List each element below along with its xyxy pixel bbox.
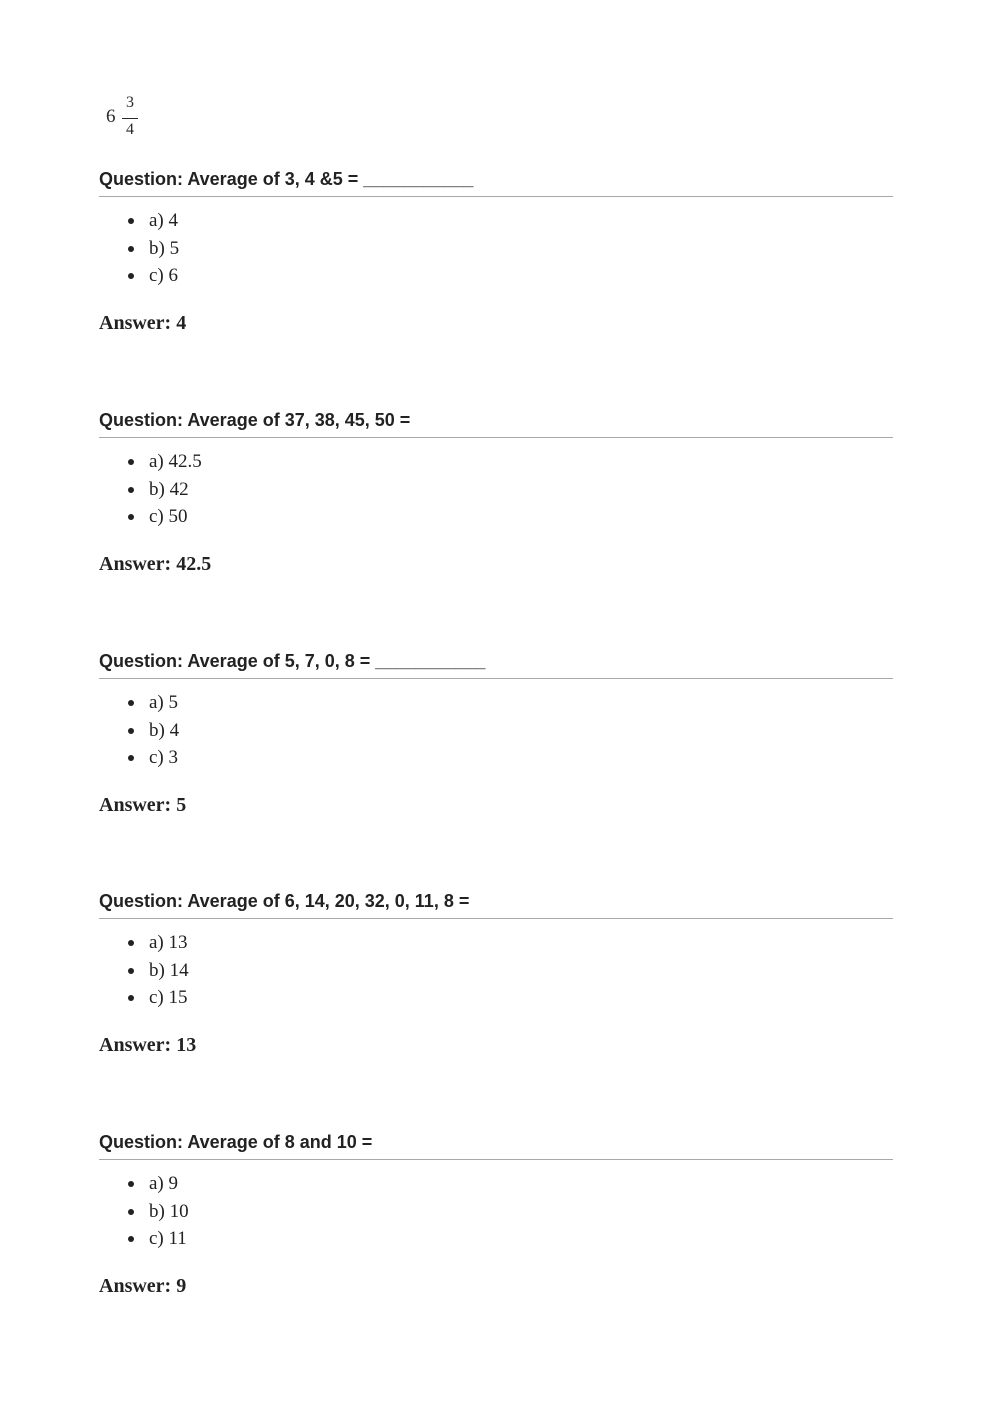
bullet-icon	[128, 755, 134, 761]
option-label: a) 9	[149, 1173, 179, 1194]
options-list	[99, 929, 893, 1012]
option-item	[127, 503, 893, 531]
option-item	[127, 744, 893, 772]
option-label: a) 4	[149, 210, 179, 231]
question-block	[99, 890, 893, 1057]
option-item	[127, 262, 893, 290]
bullet-icon	[128, 1236, 134, 1242]
answer-text: Answer: 4	[99, 311, 187, 334]
option-item	[127, 929, 893, 957]
answer-text: Answer: 5	[99, 793, 187, 816]
option-item	[127, 1225, 893, 1253]
bullet-icon	[128, 218, 134, 224]
option-item	[127, 235, 893, 263]
option-label: c) 11	[149, 1228, 187, 1249]
bullet-icon	[128, 995, 134, 1001]
option-item	[127, 984, 893, 1012]
fraction-whole: 6	[106, 106, 116, 127]
option-label: b) 5	[149, 237, 180, 259]
bullet-icon	[128, 968, 134, 974]
fraction-bar	[122, 118, 138, 119]
option-label: a) 13	[149, 932, 188, 953]
bullet-icon	[128, 1209, 134, 1215]
fraction-numerator: 3	[126, 94, 134, 111]
bullet-icon	[128, 246, 134, 252]
bullet-icon	[128, 940, 134, 946]
answer-text: Answer: 42.5	[99, 552, 212, 575]
option-item	[127, 957, 893, 985]
option-label: a) 5	[149, 692, 179, 713]
option-label: b) 10	[149, 1200, 189, 1222]
bullet-icon	[128, 459, 134, 465]
option-label: b) 14	[149, 959, 189, 981]
question-block	[99, 409, 893, 576]
option-label: b) 42	[149, 478, 189, 500]
question-text: Question: Average of 3, 4 &5 = ___________	[99, 168, 893, 197]
bullet-icon	[128, 728, 134, 734]
bullet-icon	[128, 1181, 134, 1187]
question-text: Question: Average of 6, 14, 20, 32, 0, 11, 8 =	[99, 890, 893, 919]
question-text: Question: Average of 5, 7, 0, 8 = ___________	[99, 650, 893, 679]
option-label: c) 15	[149, 987, 188, 1008]
answer-text: Answer: 9	[99, 1274, 187, 1297]
bullet-icon	[128, 273, 134, 279]
question-text: Question: Average of 8 and 10 =	[99, 1131, 893, 1160]
options-list	[99, 448, 893, 531]
answer-text: Answer: 13	[99, 1033, 197, 1056]
option-item	[127, 717, 893, 745]
option-item	[127, 476, 893, 504]
option-label: c) 50	[149, 506, 188, 527]
option-item	[127, 689, 893, 717]
option-item	[127, 207, 893, 235]
option-label: b) 4	[149, 719, 180, 741]
option-item	[127, 1170, 893, 1198]
question-block	[99, 168, 893, 335]
option-label: a) 42.5	[149, 451, 202, 472]
option-item	[127, 1198, 893, 1226]
bullet-icon	[128, 700, 134, 706]
option-item	[127, 448, 893, 476]
question-block	[99, 650, 893, 817]
option-label: c) 3	[149, 747, 179, 768]
options-list	[99, 689, 893, 772]
options-list	[99, 1170, 893, 1253]
option-label: c) 6	[149, 265, 179, 286]
question-text: Question: Average of 37, 38, 45, 50 =	[99, 409, 893, 438]
fraction-denominator: 4	[126, 121, 134, 138]
question-block	[99, 1131, 893, 1298]
mixed-fraction-image	[104, 94, 164, 148]
bullet-icon	[128, 487, 134, 493]
bullet-icon	[128, 514, 134, 520]
options-list	[99, 207, 893, 290]
